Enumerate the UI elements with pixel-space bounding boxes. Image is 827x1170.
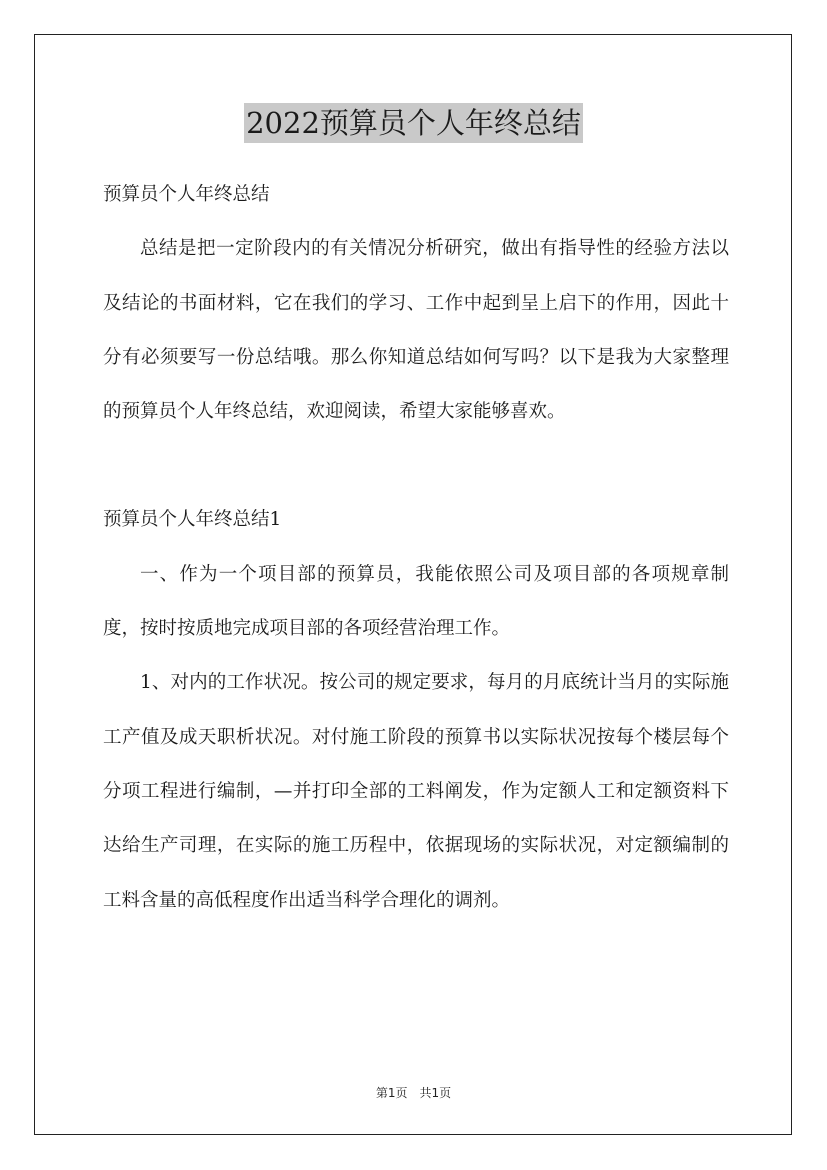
section-heading: 预算员个人年终总结1 [103,509,282,531]
paragraph-2: 1、对内的工作状况。按公司的规定要求，每月的月底统计当月的实际施工产值及成天职析状况。对付施工阶段的预算书以实际状况按每个楼层每个分项工程进行编制，—并打印全部的工料阐发，作为定额人工和定额资料下达给生产司理，在实际的施工历程中，依据现场的实际状况，对定额编制的工料含量的高低程度作出适当科学合理化的调剂。 [103,672,729,911]
subtitle: 预算员个人年终总结 [103,184,270,205]
document-body [103,168,729,928]
blank-line [103,439,729,493]
page-footer: 第1页 共1页 [375,1086,452,1100]
intro-paragraph: 总结是把一定阶段内的有关情况分析研究，做出有指导性的经验方法以及结论的书面材料，它在我们的学习、工作中起到呈上启下的作用，因此十分有必须要写一份总结哦。那么你知道总结如何写吗？以下是我为大家整理的预算员个人年终总结，欢迎阅读，希望大家能够喜欢。 [103,238,729,423]
title-container [0,103,827,143]
paragraph-1: 一、作为一个项目部的预算员，我能依照公司及项目部的各项规章制度，按时按质地完成项目部的各项经营治理工作。 [103,563,729,640]
document-title: 2022预算员个人年终总结 [244,103,583,143]
